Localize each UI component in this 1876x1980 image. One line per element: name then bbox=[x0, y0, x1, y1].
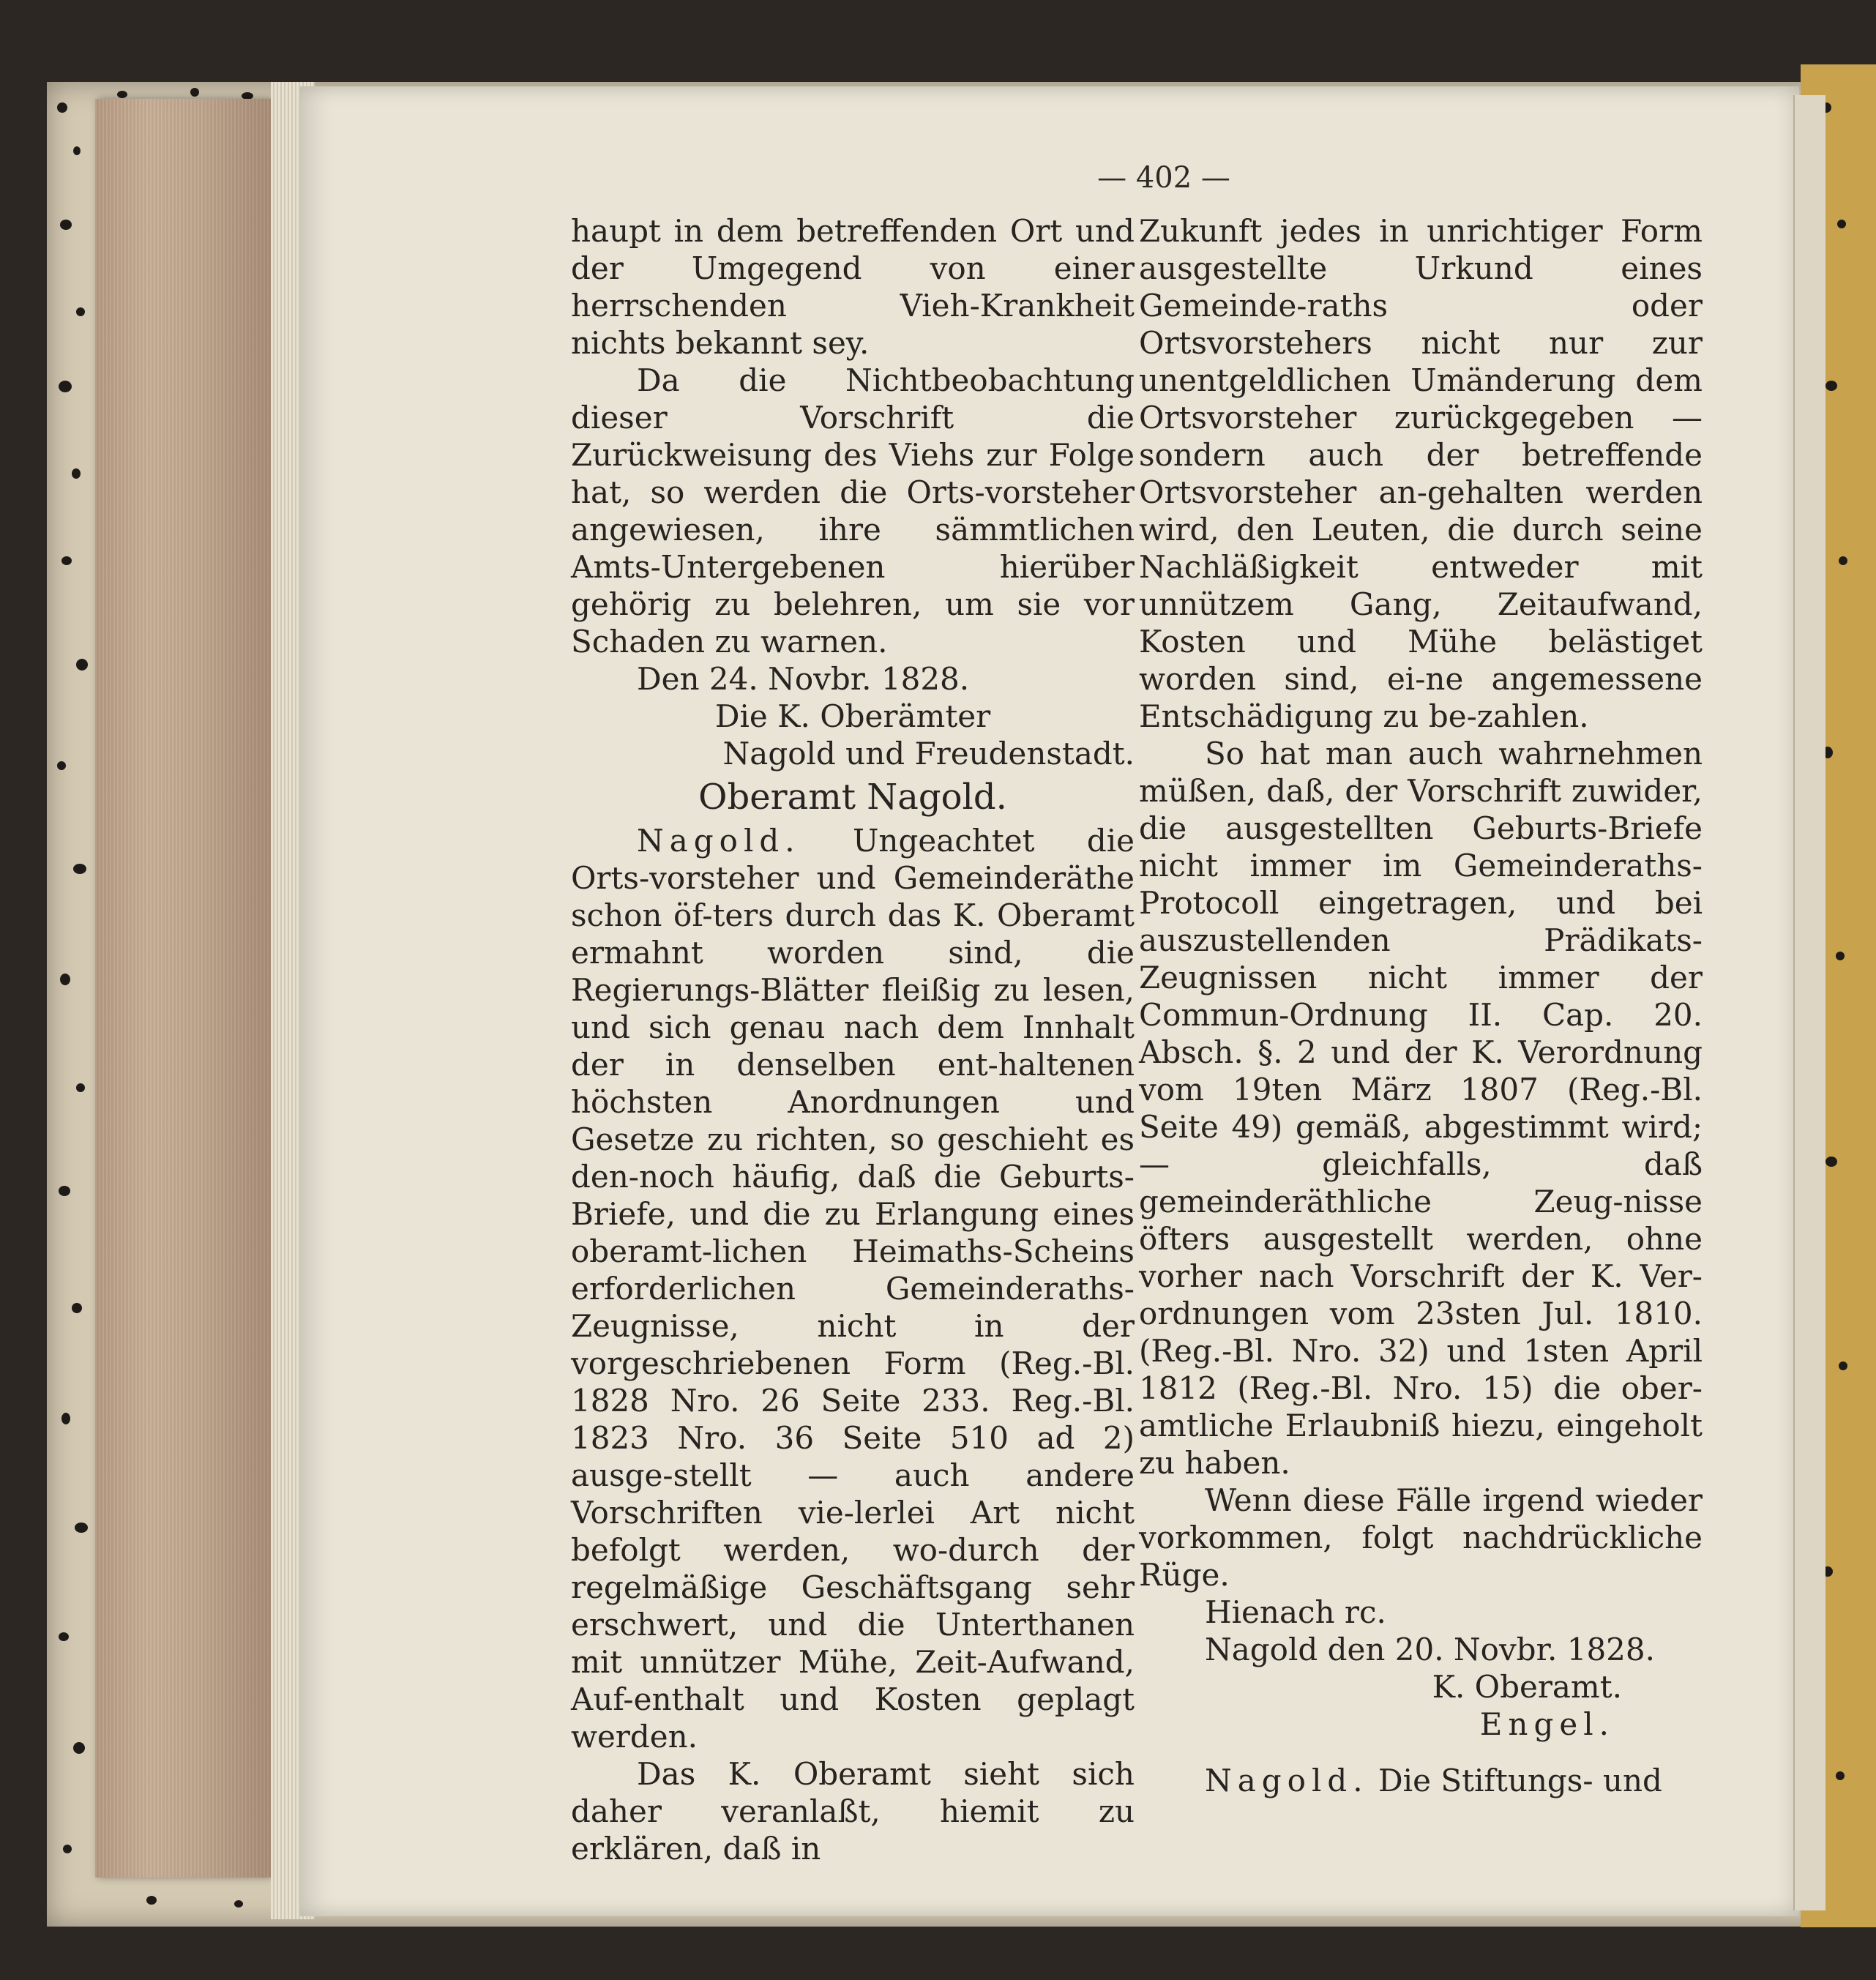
place-name: Nagold. bbox=[1205, 1763, 1369, 1798]
next-page-edge bbox=[1793, 95, 1825, 1910]
signature-line: Nagold und Freudenstadt. bbox=[722, 736, 1135, 772]
date-line: Nagold den 20. Novbr. 1828. bbox=[1205, 1632, 1655, 1667]
paragraph bbox=[1139, 1762, 1703, 1799]
paragraph: Wenn diese Fälle irgend wieder vorkommen, folgt nachdrückliche Rüge. bbox=[1139, 1482, 1703, 1593]
place-name: Nagold. bbox=[637, 823, 801, 859]
paragraph-text: Die Stiftungs- und bbox=[1378, 1763, 1662, 1798]
paragraph: Zukunft jedes in unrichtiger Form ausgestellte Urkund eines Gemeinde-raths oder Ortsvorstehers nicht nur zur unentgeldlichen Umänderung dem Ortsvorsteher zurückgegeben — sondern auch der betreffende Ortsvorsteher an-gehalten werden wird, den Leuten, die durch seine Nachläßigkeit entweder mit unnützem Gang, Zeitaufwand, Kosten und Mühe belästiget worden sind, ei-ne angemessene Entschädigung zu be-zahlen. bbox=[1139, 213, 1703, 734]
paragraph: Das K. Oberamt sieht sich daher veranlaßt, hiemit zu erklären, daß in bbox=[571, 1756, 1135, 1867]
date-line: Den 24. Novbr. 1828. bbox=[637, 661, 970, 697]
paragraph bbox=[571, 822, 1135, 1755]
paragraph: haupt in dem betreffenden Ort und der Umgegend von einer herrschenden Vieh-Krankheit nichts bekannt sey. bbox=[571, 213, 1135, 361]
signature-line: Die K. Oberämter bbox=[714, 698, 991, 734]
signature-name: Engel. bbox=[1479, 1706, 1615, 1742]
section-heading: Oberamt Nagold. bbox=[698, 777, 1007, 818]
right-column bbox=[1139, 212, 1703, 1799]
paragraph: So hat man auch wahrnehmen müßen, daß, der Vorschrift zuwider, die ausgestellten Geburts-Briefe nicht immer im Gemeinderaths-Protocoll eingetragen, und bei auszustellenden Prädikats-Zeugnissen nicht immer der Commun-Ordnung II. Cap. 20. Absch. §. 2 und der K. Verordnung vom 19ten März 1807 (Reg.-Bl. Seite 49) gemäß, abgestimmt wird; — gleichfalls, daß gemeinderäthliche Zeug-nisse öfters ausgestellt werden, ohne vorher nach Vorschrift der K. Ver-ordnungen vom 23sten Jul. 1810. (Reg.-Bl. Nro. 32) und 1sten April 1812 (Reg.-Bl. Nro. 15) die ober-amtliche Erlaubniß hiezu, eingeholt zu haben. bbox=[1139, 736, 1703, 1481]
page-number: — 402 — bbox=[1097, 161, 1230, 195]
paragraph-text: Ungeachtet die Orts-vorsteher und Gemeinderäthe schon öf-ters durch das K. Oberamt ermahnt worden sind, die Regierungs-Blätter fleißig zu lesen, und sich genau nach dem Innhalt der in denselben ent-haltenen höchsten Anordnungen und Gesetze zu richten, so geschieht es den-noch häufig, daß die Geburts-Briefe, und die zu Erlangung eines oberamt-lichen Heimaths-Scheins erforderlichen Gemeinderaths-Zeugnisse, nicht in der vorgeschriebenen Form (Reg.-Bl. 1828 Nro. 26 Seite 233. Reg.-Bl. 1823 Nro. 36 Seite 510 ad 2) ausge-stellt — auch andere Vorschriften vie-lerlei Art nicht befolgt werden, wo-durch der regelmäßige Geschäftsgang sehr erschwert, und die Unterthanen mit unnützer Mühe, Zeit-Aufwand, Auf-enthalt und Kosten geplagt werden. bbox=[571, 823, 1135, 1755]
signature-line: K. Oberamt. bbox=[1432, 1669, 1622, 1705]
paragraph: Da die Nichtbeobachtung dieser Vorschrift die Zurückweisung des Viehs zur Folge hat, so werden die Orts-vorsteher angewiesen, ihre sämmtlichen Amts-Untergebenen hierüber gehörig zu belehren, um sie vor Schaden zu warnen. bbox=[571, 362, 1135, 660]
left-column bbox=[571, 212, 1135, 1867]
paragraph: Hienach rc. bbox=[1205, 1594, 1386, 1630]
page-edges bbox=[95, 99, 271, 1878]
